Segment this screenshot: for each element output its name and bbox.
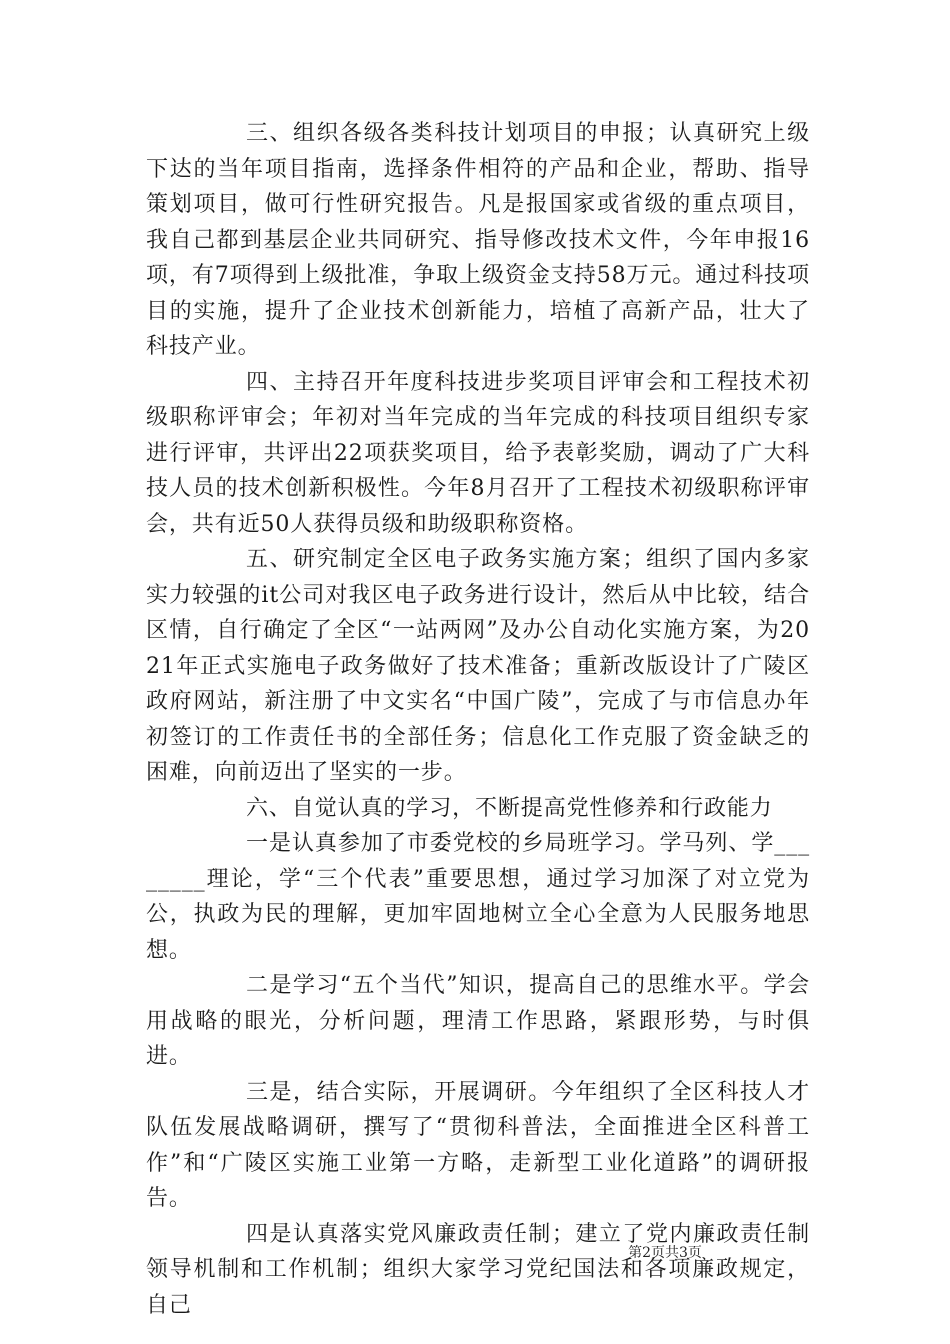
paragraph-item-5: 五、研究制定全区电子政务实施方案；组织了国内多家实力较强的it公司对我区电子政务进行设计，然后从中比较，结合区情，自行确定了全区“一站两网”及办公自动化实施方案，为2021年正式实施电子政务做好了技术准备；重新改版设计了广陵区政府网站，新注册了中文实名“中国广陵”，完成了与市信息办年初签订的工作责任书的全部任务；信息化工作克服了资金缺乏的困难，向前迈出了坚实的一步。 bbox=[146, 547, 810, 785]
paragraph-item-4: 四、主持召开年度科技进步奖项目评审会和工程技术初级职称评审会；年初对当年完成的当年完成的科技项目组织专家进行评审，共评出22项获奖项目，给予表彰奖励，调动了广大科技人员的技术创新积极性。今年8月召开了工程技术初级职称评审会，共有近50人获得员级和助级职称资格。 bbox=[146, 369, 810, 537]
paragraph-study-2: 二是学习“五个当代”知识，提高自己的思维水平。学会用战略的眼光，分析问题，理清工作思路，紧跟形势，与时俱进。 bbox=[146, 973, 810, 1069]
document-body bbox=[146, 116, 810, 1323]
paragraph-study-1: 一是认真参加了市委党校的乡局班学习。学马列、学________理论，学“三个代表”重要思想，通过学习加深了对立党为公，执政为民的理解，更加牢固地树立全心全意为人民服务地思想。 bbox=[146, 831, 810, 963]
page-number-footer: 第2页共3页 bbox=[628, 1245, 702, 1261]
section-heading-6: 六、自觉认真的学习，不断提高党性修养和行政能力 bbox=[246, 795, 773, 821]
paragraph-study-3: 三是，结合实际，开展调研。今年组织了全区科技人才队伍发展战略调研，撰写了“贯彻科普法，全面推进全区科普工作”和“广陵区实施工业第一方略，走新型工业化道路”的调研报告。 bbox=[146, 1079, 810, 1211]
paragraph-item-3: 三、组织各级各类科技计划项目的申报；认真研究上级下达的当年项目指南，选择条件相符的产品和企业，帮助、指导策划项目，做可行性研究报告。凡是报国家或省级的重点项目，我自己都到基层企业共同研究、指导修改技术文件，今年申报16项，有7项得到上级批准，争取上级资金支持58万元。通过科技项目的实施，提升了企业技术创新能力，培植了高新产品，壮大了科技产业。 bbox=[146, 121, 810, 359]
paragraph-study-4: 四是认真落实党风廉政责任制；建立了党内廉政责任制领导机制和工作机制；组织大家学习党纪国法和各项廉政规定，自己 bbox=[146, 1221, 810, 1318]
